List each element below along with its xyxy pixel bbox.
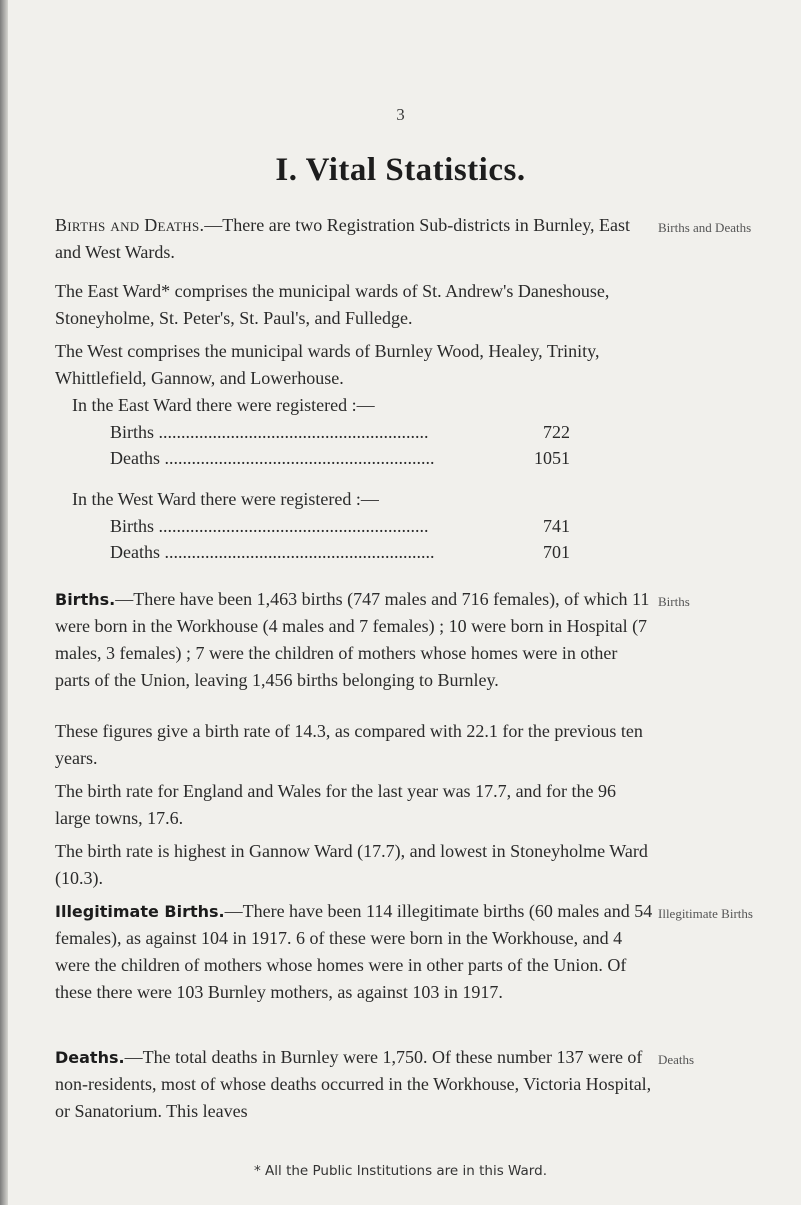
intro-lead: Births and Deaths. [55,215,205,235]
west-registered-heading: In the West Ward there were registered :— [72,489,379,509]
illegitimate-paragraph [55,898,655,1006]
page-number: 3 [396,105,405,124]
deaths-lead: Deaths. [55,1048,125,1067]
intro-text: —There are two Registration Sub-districts in Burnley, East and West Wards. [55,215,631,262]
stat-value: 701 [543,542,570,562]
footnote: * All the Public Institutions are in this Ward. [254,1163,547,1179]
margin-note-deaths: Deaths [658,1052,695,1067]
section-title: I. Vital Statistics. [275,152,526,188]
east-deaths-row [110,446,570,470]
east-births-row [110,420,570,444]
margin-note-births: Births [658,594,690,609]
birth-rate-paragraph: These figures give a birth rate of 14.3, as compared with 22.1 for the previous ten years. [55,721,643,768]
illegitimate-text: —There have been 114 illegitimate births (60 males and 54 females), as against 104 in 1917. 6 of these were born in the Workhouse, and 4 were the children of mothers whose homes were in other parts of the Union. Of these there were 103 Burnley mothers, as against 103 in 1917. [55,901,653,1002]
deaths-paragraph [55,1044,655,1125]
stat-label: Deaths ............................................................ [110,542,435,562]
east-registered-heading: In the East Ward there were registered :— [72,395,375,415]
west-births-row [110,514,570,538]
margin-note-illegitimate: Illegitimate Births [658,906,753,921]
stat-value: 1051 [534,448,570,468]
west-deaths-row [110,540,570,564]
births-text: —There have been 1,463 births (747 males and 716 females), of which 11 were born in the Workhouse (4 males and 7 females) ; 10 were born in Hospital (7 males, 3 females) ; 7 were the children of mothers whose homes were in other parts of the Union, leaving 1,456 births belonging to Burnley. [55,589,650,690]
stat-label: Births ............................................................ [110,516,429,536]
illegitimate-lead: Illegitimate Births. [55,902,225,921]
highest-lowest-paragraph: The birth rate is highest in Gannow Ward (17.7), and lowest in Stoneyholme Ward (10.3). [55,841,648,888]
stat-value: 741 [543,516,570,536]
margin-note-births-deaths: Births and Deaths [658,220,752,235]
births-paragraph [55,586,655,694]
stat-value: 722 [543,422,570,442]
west-ward-paragraph: The West comprises the municipal wards of Burnley Wood, Healey, Trinity, Whittlefield, Gannow, and Lowerhouse. [55,341,600,388]
stat-label: Deaths ............................................................ [110,448,435,468]
stat-label: Births ............................................................ [110,422,429,442]
intro-paragraph [55,212,655,266]
east-ward-paragraph: The East Ward* comprises the municipal wards of St. Andrew's Daneshouse, Stoneyholme, St. Peter's, St. Paul's, and Fulledge. [55,281,610,328]
england-wales-paragraph: The birth rate for England and Wales for the last year was 17.7, and for the 96 large towns, 17.6. [55,781,617,828]
births-lead: Births. [55,590,116,609]
deaths-text: —The total deaths in Burnley were 1,750. Of these number 137 were of non-residents, most of whose deaths occurred in the Workhouse, Victoria Hospital, or Sanatorium. This leaves [55,1047,652,1121]
